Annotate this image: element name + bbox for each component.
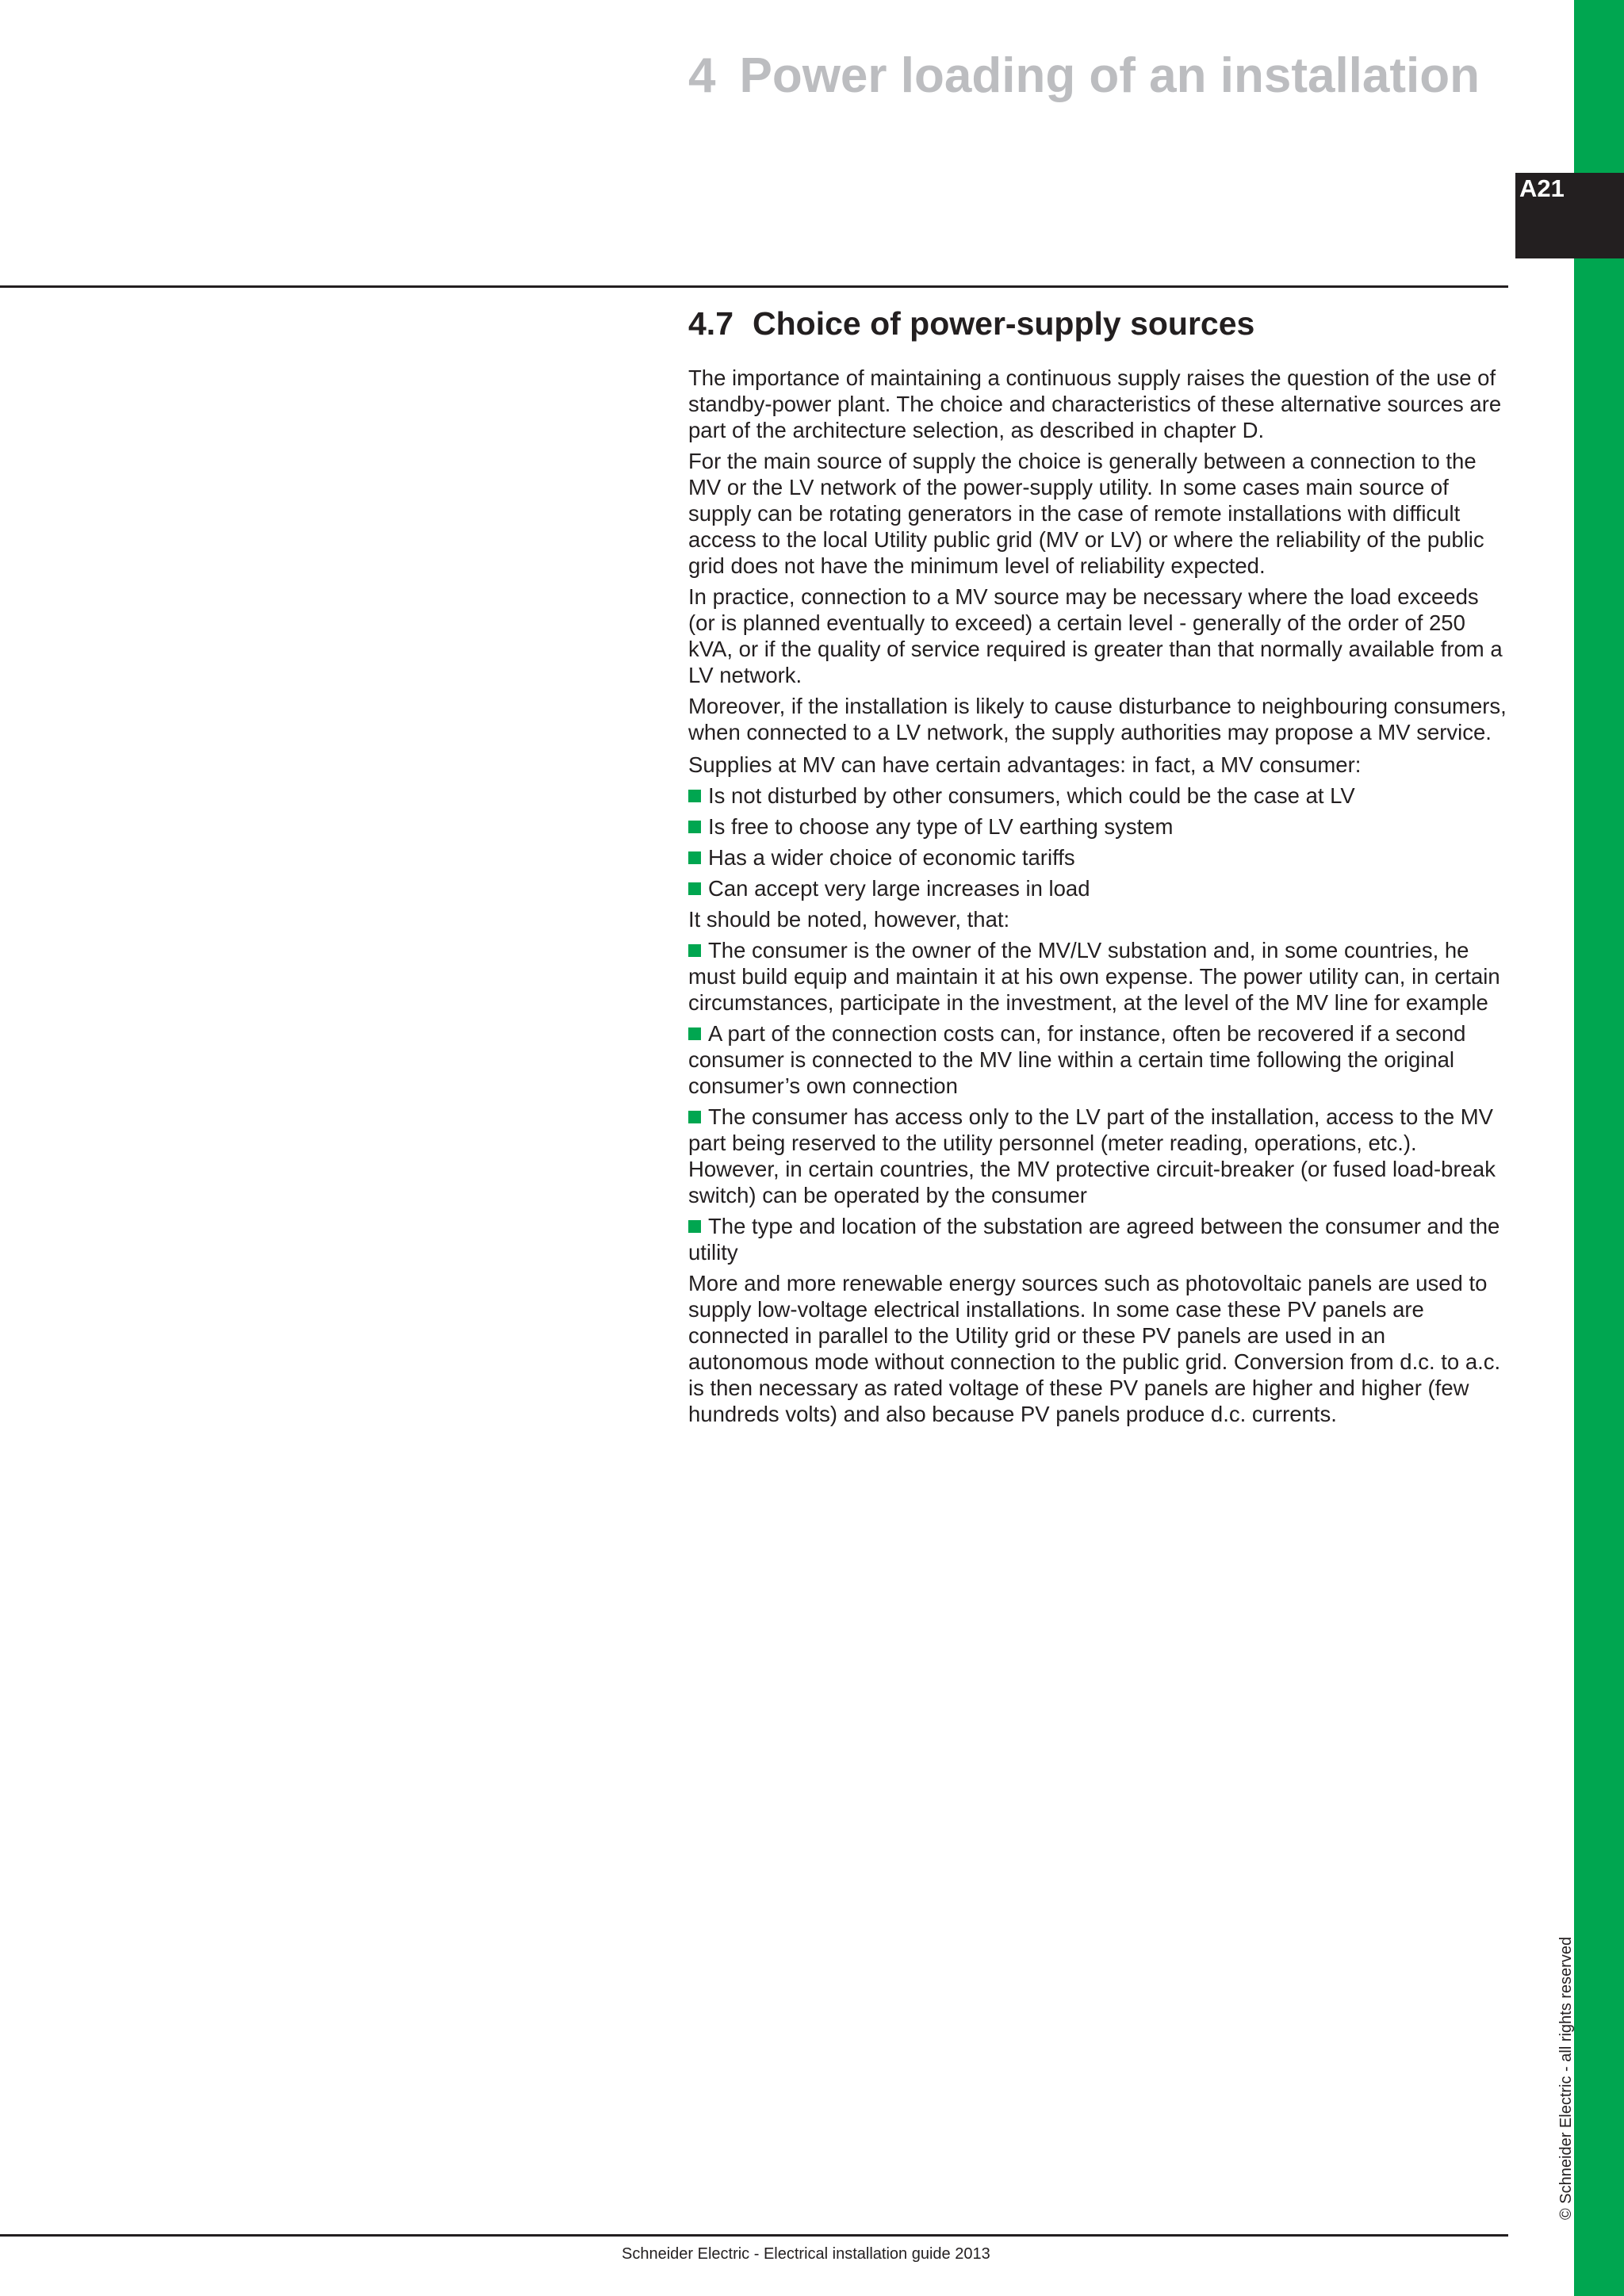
green-square-bullet-icon xyxy=(688,944,701,957)
list-item xyxy=(688,1213,1508,1265)
side-color-bar xyxy=(1574,0,1624,2296)
footer-divider xyxy=(0,2234,1508,2237)
list-item-text: Is free to choose any type of LV earthing system xyxy=(708,814,1174,839)
chapter-number: 4 xyxy=(688,48,716,103)
list-item-text: The type and location of the substation are agreed between the consumer and the utility xyxy=(688,1214,1500,1265)
green-square-bullet-icon xyxy=(688,1027,701,1040)
list-item-text: Can accept very large increases in load xyxy=(708,876,1090,901)
chapter-title-text: Power loading of an installation xyxy=(739,48,1480,103)
section-title-text: Choice of power-supply sources xyxy=(753,305,1255,342)
section-number: 4.7 xyxy=(688,305,733,342)
paragraph: It should be noted, however, that: xyxy=(688,907,1010,932)
green-square-bullet-icon xyxy=(688,1111,701,1123)
chapter-title xyxy=(688,48,1480,105)
paragraph: Moreover, if the installation is likely to cause disturbance to neighbouring consumers, when connected to a LV network, the supply authorities may propose a MV service. xyxy=(688,694,1507,744)
list-item xyxy=(688,937,1508,1016)
paragraph: For the main source of supply the choice is generally between a connection to the MV or the LV network of the power-supply utility. In some cases main source of supply can be rotating generators in the case of remote installations with difficult access to the local Utility public grid (MV or LV) or where the reliability of the public grid does not have the minimum level of reliability expected. xyxy=(688,449,1484,578)
list-item xyxy=(688,783,1508,809)
list-item xyxy=(688,875,1508,901)
copyright-notice: © Schneider Electric - all rights reserved xyxy=(1557,1936,1575,2220)
paragraph: The importance of maintaining a continuous supply raises the question of the use of standby-power plant. The choice and characteristics of these alternative sources are part of the architecture selection, as described in chapter D. xyxy=(688,365,1502,442)
green-square-bullet-icon xyxy=(688,1220,701,1233)
list-item-text: The consumer is the owner of the MV/LV substation and, in some countries, he must build equip and maintain it at his own expense. The power utility can, in certain circumstances, participate in the investment, at the level of the MV line for example xyxy=(688,938,1500,1015)
list-item xyxy=(688,844,1508,871)
list-item-text: Is not disturbed by other consumers, which could be the case at LV xyxy=(708,783,1355,808)
header-divider xyxy=(0,285,1508,288)
paragraph: More and more renewable energy sources such as photovoltaic panels are used to supply low-voltage electrical installations. In some case these PV panels are connected in parallel to the Utility grid or these PV panels are used in an autonomous mode without connection to the public grid. Conversion from d.c. to a.c. is then necessary as rated voltage of these PV panels are higher and higher (few hundreds volts) and also because PV panels produce d.c. currents. xyxy=(688,1271,1501,1426)
green-square-bullet-icon xyxy=(688,790,701,802)
green-square-bullet-icon xyxy=(688,882,701,895)
list-item-text: The consumer has access only to the LV part of the installation, access to the MV part being reserved to the utility personnel (meter reading, operations, etc.). However, in certain countries, the MV protective circuit-breaker (or fused load-break switch) can be operated by the consumer xyxy=(688,1104,1496,1207)
main-content xyxy=(688,301,1508,1432)
section-title xyxy=(688,301,1508,346)
paragraph: Supplies at MV can have certain advantages: in fact, a MV consumer: xyxy=(688,752,1362,777)
footer-text: Schneider Electric - Electrical installation guide 2013 xyxy=(622,2245,990,2263)
green-square-bullet-icon xyxy=(688,851,701,864)
list-item-text: Has a wider choice of economic tariffs xyxy=(708,845,1075,870)
list-item xyxy=(688,1020,1508,1099)
page-number: A21 xyxy=(1519,174,1565,202)
paragraph: In practice, connection to a MV source may be necessary where the load exceeds (or is planned eventually to exceed) a certain level - generally of the order of 250 kVA, or if the quality of service required is greater than that normally available from a LV network. xyxy=(688,584,1503,687)
list-item xyxy=(688,813,1508,840)
green-square-bullet-icon xyxy=(688,821,701,833)
list-item xyxy=(688,1104,1508,1208)
list-item-text: A part of the connection costs can, for instance, often be recovered if a second consumer is connected to the MV line within a certain time following the original consumer’s own connection xyxy=(688,1021,1466,1098)
